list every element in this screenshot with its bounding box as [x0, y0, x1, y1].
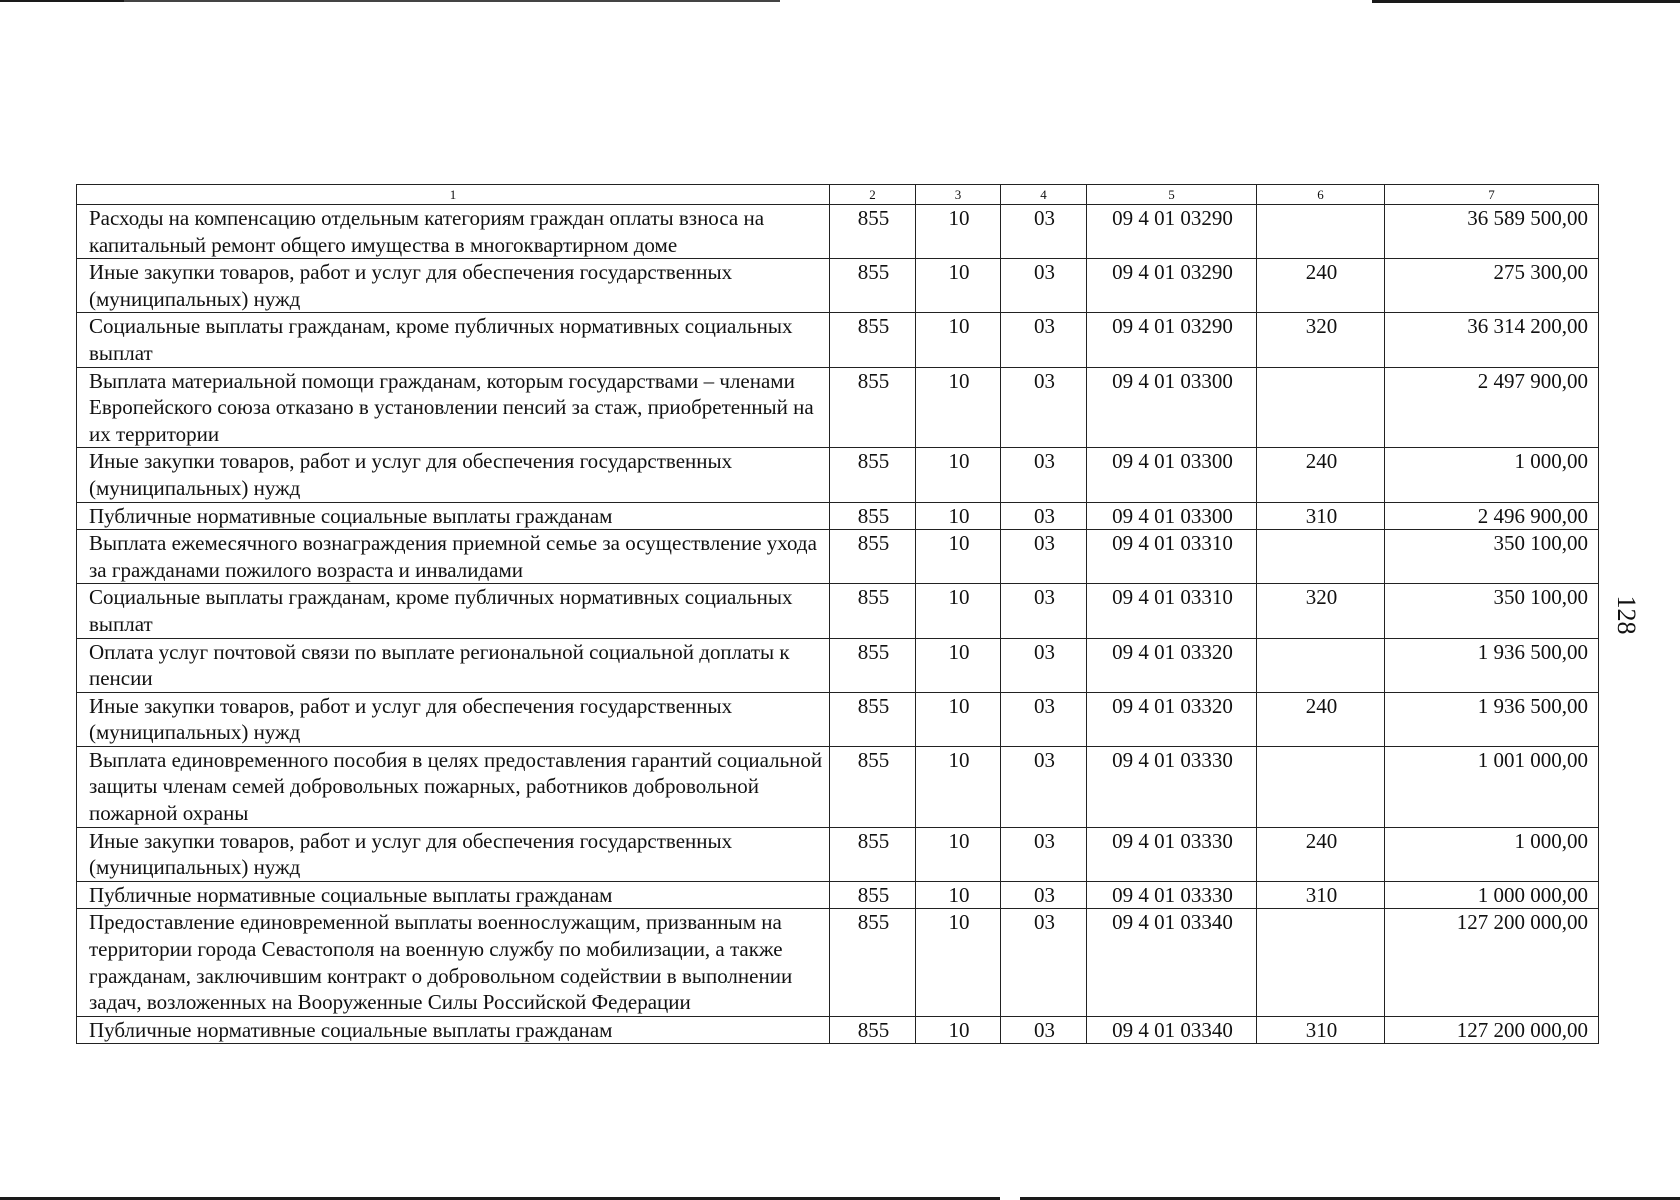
section-code-cell: 10	[916, 909, 1001, 1016]
expense-type-cell	[1257, 909, 1385, 1016]
target-article-cell: 09 4 01 03310	[1087, 584, 1257, 638]
expense-type-cell	[1257, 638, 1385, 692]
amount-cell: 127 200 000,00	[1385, 909, 1599, 1016]
expense-type-cell: 240	[1257, 259, 1385, 313]
expense-name-cell: Иные закупки товаров, работ и услуг для обеспечения государственных (муниципальных) нужд	[77, 827, 830, 881]
table-row	[77, 313, 1599, 367]
ministry-code-cell: 855	[830, 502, 916, 530]
page-number: 128	[1612, 595, 1641, 635]
amount-cell: 1 936 500,00	[1385, 692, 1599, 746]
table-row	[77, 448, 1599, 502]
target-article-cell: 09 4 01 03330	[1087, 881, 1257, 909]
target-article-cell: 09 4 01 03310	[1087, 530, 1257, 584]
table-row	[77, 259, 1599, 313]
amount-cell: 2 497 900,00	[1385, 367, 1599, 448]
target-article-cell: 09 4 01 03330	[1087, 827, 1257, 881]
ministry-code-cell: 855	[830, 827, 916, 881]
section-code-cell: 10	[916, 448, 1001, 502]
amount-cell: 127 200 000,00	[1385, 1016, 1599, 1044]
section-code-cell: 10	[916, 881, 1001, 909]
section-code-cell: 10	[916, 746, 1001, 827]
section-code-cell: 10	[916, 827, 1001, 881]
target-article-cell: 09 4 01 03290	[1087, 313, 1257, 367]
column-number-6: 6	[1257, 185, 1385, 205]
section-code-cell: 10	[916, 692, 1001, 746]
target-article-cell: 09 4 01 03300	[1087, 448, 1257, 502]
target-article-cell: 09 4 01 03300	[1087, 367, 1257, 448]
column-number-3: 3	[916, 185, 1001, 205]
amount-cell: 1 000,00	[1385, 448, 1599, 502]
table-row	[77, 530, 1599, 584]
amount-cell: 36 314 200,00	[1385, 313, 1599, 367]
expense-name-cell: Социальные выплаты гражданам, кроме публичных нормативных социальных выплат	[77, 584, 830, 638]
expense-name-cell: Предоставление единовременной выплаты военнослужащим, призванным на территории города Севастополя на военную службу по мобилизации, а также гражданам, заключившим контракт о добровольном содействии в выполнении задач, возложенных на Вооруженные Силы Российской Федерации	[77, 909, 830, 1016]
subsection-code-cell: 03	[1001, 584, 1087, 638]
expense-name-cell: Публичные нормативные социальные выплаты гражданам	[77, 502, 830, 530]
amount-cell: 1 001 000,00	[1385, 746, 1599, 827]
section-code-cell: 10	[916, 205, 1001, 259]
table-row	[77, 367, 1599, 448]
expense-name-cell: Оплата услуг почтовой связи по выплате региональной социальной доплаты к пенсии	[77, 638, 830, 692]
expense-type-cell: 320	[1257, 584, 1385, 638]
subsection-code-cell: 03	[1001, 638, 1087, 692]
table-row	[77, 205, 1599, 259]
table-row	[77, 881, 1599, 909]
subsection-code-cell: 03	[1001, 909, 1087, 1016]
section-code-cell: 10	[916, 638, 1001, 692]
expense-type-cell: 240	[1257, 448, 1385, 502]
ministry-code-cell: 855	[830, 1016, 916, 1044]
column-number-2: 2	[830, 185, 916, 205]
target-article-cell: 09 4 01 03320	[1087, 638, 1257, 692]
expense-name-cell: Иные закупки товаров, работ и услуг для обеспечения государственных (муниципальных) нужд	[77, 692, 830, 746]
scan-edge-top-middle	[124, 0, 780, 2]
ministry-code-cell: 855	[830, 205, 916, 259]
expense-name-cell: Публичные нормативные социальные выплаты гражданам	[77, 1016, 830, 1044]
table-row	[77, 502, 1599, 530]
scan-edge-top-right	[1372, 0, 1680, 3]
expense-type-cell	[1257, 530, 1385, 584]
section-code-cell: 10	[916, 367, 1001, 448]
expense-name-cell: Иные закупки товаров, работ и услуг для обеспечения государственных (муниципальных) нужд	[77, 448, 830, 502]
section-code-cell: 10	[916, 502, 1001, 530]
expense-name-cell: Выплата материальной помощи гражданам, которым государствами – членами Европейского союза отказано в установлении пенсий за стаж, приобретенный на их территории	[77, 367, 830, 448]
target-article-cell: 09 4 01 03340	[1087, 1016, 1257, 1044]
expense-type-cell: 310	[1257, 881, 1385, 909]
ministry-code-cell: 855	[830, 638, 916, 692]
subsection-code-cell: 03	[1001, 692, 1087, 746]
subsection-code-cell: 03	[1001, 205, 1087, 259]
target-article-cell: 09 4 01 03290	[1087, 259, 1257, 313]
section-code-cell: 10	[916, 259, 1001, 313]
subsection-code-cell: 03	[1001, 448, 1087, 502]
column-number-1: 1	[77, 185, 830, 205]
expense-type-cell	[1257, 746, 1385, 827]
budget-table	[76, 184, 1599, 1044]
table-row	[77, 746, 1599, 827]
expense-name-cell: Расходы на компенсацию отдельным категориям граждан оплаты взноса на капитальный ремонт общего имущества в многоквартирном доме	[77, 205, 830, 259]
ministry-code-cell: 855	[830, 909, 916, 1016]
ministry-code-cell: 855	[830, 881, 916, 909]
subsection-code-cell: 03	[1001, 746, 1087, 827]
expense-name-cell: Выплата единовременного пособия в целях предоставления гарантий социальной защиты членам семей добровольных пожарных, работников добровольной пожарной охраны	[77, 746, 830, 827]
expense-type-cell	[1257, 367, 1385, 448]
table-row	[77, 692, 1599, 746]
table-row	[77, 827, 1599, 881]
subsection-code-cell: 03	[1001, 881, 1087, 909]
table-row	[77, 638, 1599, 692]
target-article-cell: 09 4 01 03320	[1087, 692, 1257, 746]
table-row	[77, 1016, 1599, 1044]
table-row	[77, 584, 1599, 638]
expense-name-cell: Публичные нормативные социальные выплаты гражданам	[77, 881, 830, 909]
subsection-code-cell: 03	[1001, 530, 1087, 584]
ministry-code-cell: 855	[830, 530, 916, 584]
amount-cell: 350 100,00	[1385, 584, 1599, 638]
ministry-code-cell: 855	[830, 259, 916, 313]
subsection-code-cell: 03	[1001, 313, 1087, 367]
ministry-code-cell: 855	[830, 584, 916, 638]
expense-name-cell: Социальные выплаты гражданам, кроме публичных нормативных социальных выплат	[77, 313, 830, 367]
amount-cell: 1 000,00	[1385, 827, 1599, 881]
amount-cell: 1 936 500,00	[1385, 638, 1599, 692]
subsection-code-cell: 03	[1001, 827, 1087, 881]
column-number-4: 4	[1001, 185, 1087, 205]
ministry-code-cell: 855	[830, 448, 916, 502]
target-article-cell: 09 4 01 03300	[1087, 502, 1257, 530]
target-article-cell: 09 4 01 03340	[1087, 909, 1257, 1016]
expense-type-cell	[1257, 205, 1385, 259]
section-code-cell: 10	[916, 1016, 1001, 1044]
expense-type-cell: 310	[1257, 1016, 1385, 1044]
section-code-cell: 10	[916, 584, 1001, 638]
ministry-code-cell: 855	[830, 746, 916, 827]
section-code-cell: 10	[916, 313, 1001, 367]
column-number-row	[77, 185, 1599, 205]
table-body	[77, 205, 1599, 1044]
subsection-code-cell: 03	[1001, 367, 1087, 448]
expense-type-cell: 240	[1257, 692, 1385, 746]
expense-type-cell: 310	[1257, 502, 1385, 530]
expense-name-cell: Выплата ежемесячного вознаграждения приемной семье за осуществление ухода за гражданами пожилого возраста и инвалидами	[77, 530, 830, 584]
subsection-code-cell: 03	[1001, 1016, 1087, 1044]
ministry-code-cell: 855	[830, 692, 916, 746]
ministry-code-cell: 855	[830, 367, 916, 448]
amount-cell: 2 496 900,00	[1385, 502, 1599, 530]
ministry-code-cell: 855	[830, 313, 916, 367]
amount-cell: 350 100,00	[1385, 530, 1599, 584]
expense-type-cell: 240	[1257, 827, 1385, 881]
amount-cell: 275 300,00	[1385, 259, 1599, 313]
table-row	[77, 909, 1599, 1016]
scan-edge-top-left	[0, 0, 124, 2]
column-number-5: 5	[1087, 185, 1257, 205]
section-code-cell: 10	[916, 530, 1001, 584]
expense-type-cell: 320	[1257, 313, 1385, 367]
expense-name-cell: Иные закупки товаров, работ и услуг для обеспечения государственных (муниципальных) нужд	[77, 259, 830, 313]
subsection-code-cell: 03	[1001, 259, 1087, 313]
column-number-7: 7	[1385, 185, 1599, 205]
amount-cell: 36 589 500,00	[1385, 205, 1599, 259]
target-article-cell: 09 4 01 03290	[1087, 205, 1257, 259]
subsection-code-cell: 03	[1001, 502, 1087, 530]
amount-cell: 1 000 000,00	[1385, 881, 1599, 909]
target-article-cell: 09 4 01 03330	[1087, 746, 1257, 827]
